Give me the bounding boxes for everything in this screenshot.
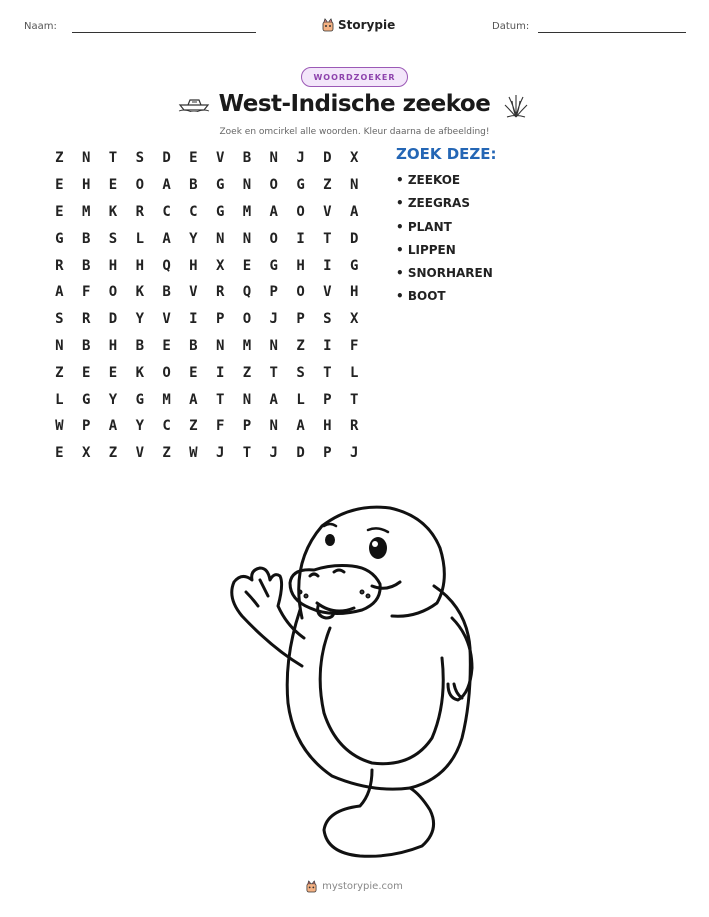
grid-letter[interactable]: N [242, 230, 252, 247]
seagrass-icon [503, 93, 529, 119]
grid-letter[interactable]: G [55, 230, 64, 247]
grid-letter[interactable]: W [55, 418, 64, 435]
grid-letter[interactable]: T [269, 364, 278, 381]
grid-letter[interactable]: O [162, 364, 171, 381]
grid-letter[interactable]: K [108, 203, 118, 220]
date-field-line[interactable] [538, 32, 686, 33]
brand-name: Storypie [338, 18, 396, 32]
grid-letter[interactable]: Z [162, 445, 171, 462]
grid-letter[interactable]: N [215, 230, 225, 247]
grid-letter[interactable]: E [81, 364, 91, 381]
grid-letter[interactable]: V [323, 284, 332, 301]
grid-letter[interactable]: V [189, 284, 198, 301]
grid-letter[interactable]: B [135, 337, 144, 354]
grid-letter[interactable]: X [349, 150, 359, 167]
grid-letter[interactable]: B [81, 230, 91, 247]
grid-letter[interactable]: J [215, 445, 225, 462]
grid-letter[interactable]: K [135, 364, 144, 381]
grid-letter[interactable]: Q [242, 284, 252, 301]
grid-letter[interactable]: Y [135, 418, 144, 435]
grid-letter[interactable]: W [189, 445, 198, 462]
grid-letter[interactable]: I [296, 230, 305, 247]
grid-letter[interactable]: N [215, 337, 225, 354]
grid-letter[interactable]: A [296, 418, 305, 435]
grid-letter[interactable]: A [162, 230, 171, 247]
grid-letter[interactable]: R [135, 203, 144, 220]
grid-letter[interactable]: I [215, 364, 225, 381]
grid-letter[interactable]: H [81, 177, 91, 194]
grid-letter[interactable]: N [349, 177, 359, 194]
name-label: Naam: [24, 21, 57, 32]
grid-letter[interactable]: E [55, 177, 64, 194]
grid-letter[interactable]: C [162, 418, 171, 435]
grid-letter[interactable]: D [162, 150, 171, 167]
grid-letter[interactable]: N [242, 391, 252, 408]
grid-letter[interactable]: O [269, 177, 278, 194]
grid-letter[interactable]: E [162, 337, 171, 354]
grid-letter[interactable]: J [296, 150, 305, 167]
storypie-logo-icon [306, 880, 317, 893]
grid-letter[interactable]: B [189, 337, 198, 354]
grid-letter[interactable]: Y [108, 391, 118, 408]
grid-letter[interactable]: S [108, 230, 118, 247]
grid-letter[interactable]: X [81, 445, 91, 462]
grid-letter[interactable]: V [162, 311, 171, 328]
grid-letter[interactable]: O [269, 230, 278, 247]
grid-letter[interactable]: Z [55, 364, 64, 381]
grid-letter[interactable]: D [296, 445, 305, 462]
title-row [0, 91, 709, 125]
grid-letter[interactable]: H [349, 284, 359, 301]
grid-letter[interactable]: P [81, 418, 91, 435]
grid-letter[interactable]: V [215, 150, 225, 167]
grid-letter[interactable]: N [242, 177, 252, 194]
grid-letter[interactable]: R [215, 284, 225, 301]
grid-letter[interactable]: A [162, 177, 171, 194]
grid-letter[interactable]: V [135, 445, 144, 462]
grid-letter[interactable]: E [55, 445, 64, 462]
grid-letter[interactable]: G [215, 203, 225, 220]
footer-url[interactable]: mystorypie.com [322, 881, 403, 892]
brand [322, 18, 395, 32]
grid-letter[interactable]: B [81, 337, 91, 354]
grid-letter[interactable]: T [242, 445, 252, 462]
grid-letter[interactable]: G [81, 391, 91, 408]
grid-letter[interactable]: A [189, 391, 198, 408]
grid-letter[interactable]: L [349, 364, 359, 381]
grid-letter[interactable]: I [189, 311, 198, 328]
grid-letter[interactable]: O [296, 284, 305, 301]
grid-letter[interactable]: P [215, 311, 225, 328]
grid-letter[interactable]: A [349, 203, 359, 220]
grid-letter[interactable]: B [242, 150, 252, 167]
grid-letter[interactable]: Z [108, 445, 118, 462]
grid-letter[interactable]: P [323, 391, 332, 408]
grid-letter[interactable]: G [269, 257, 278, 274]
grid-letter[interactable]: X [349, 311, 359, 328]
grid-letter[interactable]: F [349, 337, 359, 354]
grid-letter[interactable]: P [242, 418, 252, 435]
grid-letter[interactable]: I [323, 337, 332, 354]
grid-letter[interactable]: R [81, 311, 91, 328]
grid-letter[interactable]: S [296, 364, 305, 381]
grid-letter[interactable]: N [269, 418, 278, 435]
grid-letter[interactable]: T [323, 230, 332, 247]
grid-letter[interactable]: C [162, 203, 171, 220]
grid-letter[interactable]: J [349, 445, 359, 462]
manatee-illustration [222, 488, 492, 868]
grid-letter[interactable]: T [349, 391, 359, 408]
word-list-item: • BOOT [396, 289, 446, 304]
grid-letter[interactable]: E [55, 203, 64, 220]
grid-letter[interactable]: T [108, 150, 118, 167]
grid-letter[interactable]: B [81, 257, 91, 274]
grid-letter[interactable]: R [55, 257, 64, 274]
grid-letter[interactable]: O [242, 311, 252, 328]
word-list-title: ZOEK DEZE: [396, 145, 497, 163]
word-list-item: • LIPPEN [396, 242, 456, 257]
grid-letter[interactable]: A [269, 391, 278, 408]
grid-letter[interactable]: D [323, 150, 332, 167]
grid-letter[interactable]: E [108, 364, 118, 381]
grid-letter[interactable]: C [189, 203, 198, 220]
grid-letter[interactable]: Z [323, 177, 332, 194]
grid-letter[interactable]: N [81, 150, 91, 167]
grid-letter[interactable]: H [296, 257, 305, 274]
grid-letter[interactable]: G [215, 177, 225, 194]
grid-letter[interactable]: O [108, 284, 118, 301]
word-list-item: • ZEEKOE [396, 173, 461, 187]
grid-letter[interactable]: S [323, 311, 332, 328]
grid-letter[interactable]: J [269, 445, 278, 462]
grid-letter[interactable]: O [135, 177, 144, 194]
grid-letter[interactable]: Q [162, 257, 171, 274]
grid-letter[interactable]: B [189, 177, 198, 194]
grid-letter[interactable]: E [242, 257, 252, 274]
grid-letter[interactable]: S [55, 311, 64, 328]
grid-letter[interactable]: Y [189, 230, 198, 247]
grid-letter[interactable]: L [135, 230, 144, 247]
grid-letter[interactable]: M [242, 337, 252, 354]
instructions: Zoek en omcirkel alle woorden. Kleur daarna de afbeelding! [219, 127, 490, 137]
grid-letter[interactable]: L [296, 391, 305, 408]
grid-letter[interactable]: B [162, 284, 171, 301]
grid-letter[interactable]: M [162, 391, 171, 408]
grid-letter[interactable]: H [135, 257, 144, 274]
grid-letter[interactable]: P [296, 311, 305, 328]
grid-letter[interactable]: H [108, 257, 118, 274]
grid-letter[interactable]: Z [189, 418, 198, 435]
grid-letter[interactable]: E [108, 177, 118, 194]
grid-letter[interactable]: I [323, 257, 332, 274]
word-list-item: • ZEEGRAS [396, 196, 470, 211]
grid-letter[interactable]: H [108, 337, 118, 354]
letter-grid [46, 145, 368, 467]
grid-letter[interactable]: K [135, 284, 144, 301]
grid-letter[interactable]: P [269, 284, 278, 301]
grid-letter[interactable]: Z [242, 364, 252, 381]
header [0, 18, 709, 38]
grid-letter[interactable]: P [323, 445, 332, 462]
date-label: Datum: [492, 21, 530, 32]
grid-letter[interactable]: D [349, 230, 359, 247]
footer [0, 880, 709, 893]
grid-letter[interactable]: A [55, 284, 64, 301]
grid-letter[interactable]: G [349, 257, 359, 274]
grid-letter[interactable]: R [349, 418, 359, 435]
grid-letter[interactable]: O [296, 203, 305, 220]
grid-letter[interactable]: E [189, 150, 198, 167]
grid-letter[interactable]: H [189, 257, 198, 274]
grid-letter[interactable]: V [323, 203, 332, 220]
grid-letter[interactable]: T [323, 364, 332, 381]
grid-letter[interactable]: N [269, 150, 278, 167]
category-badge: WOORDZOEKER [301, 67, 408, 87]
grid-letter[interactable]: F [215, 418, 225, 435]
grid-letter[interactable]: A [108, 418, 118, 435]
word-list-item: • PLANT [396, 219, 452, 234]
grid-letter[interactable]: Z [55, 150, 64, 167]
grid-letter[interactable]: E [189, 364, 198, 381]
grid-letter[interactable]: Z [296, 337, 305, 354]
word-list-item: • SNORHAREN [396, 266, 493, 281]
grid-letter[interactable]: X [215, 257, 225, 274]
grid-letter[interactable]: D [108, 311, 118, 328]
grid-letter[interactable]: G [296, 177, 305, 194]
storypie-logo-icon [322, 18, 334, 32]
page-title: West-Indische zeekoe [218, 91, 491, 117]
grid-letter[interactable]: T [215, 391, 225, 408]
grid-letter[interactable]: J [269, 311, 278, 328]
name-field-line[interactable] [72, 32, 256, 33]
grid-letter[interactable]: H [323, 418, 332, 435]
grid-letter[interactable]: M [81, 203, 91, 220]
grid-letter[interactable]: N [269, 337, 278, 354]
grid-letter[interactable]: G [135, 391, 144, 408]
grid-letter[interactable]: F [81, 284, 91, 301]
grid-letter[interactable]: A [269, 203, 278, 220]
grid-letter[interactable]: L [55, 391, 64, 408]
word-list [396, 172, 493, 312]
grid-letter[interactable]: N [55, 337, 64, 354]
grid-letter[interactable]: Y [135, 311, 144, 328]
grid-letter[interactable]: S [135, 150, 144, 167]
grid-letter[interactable]: M [242, 203, 252, 220]
